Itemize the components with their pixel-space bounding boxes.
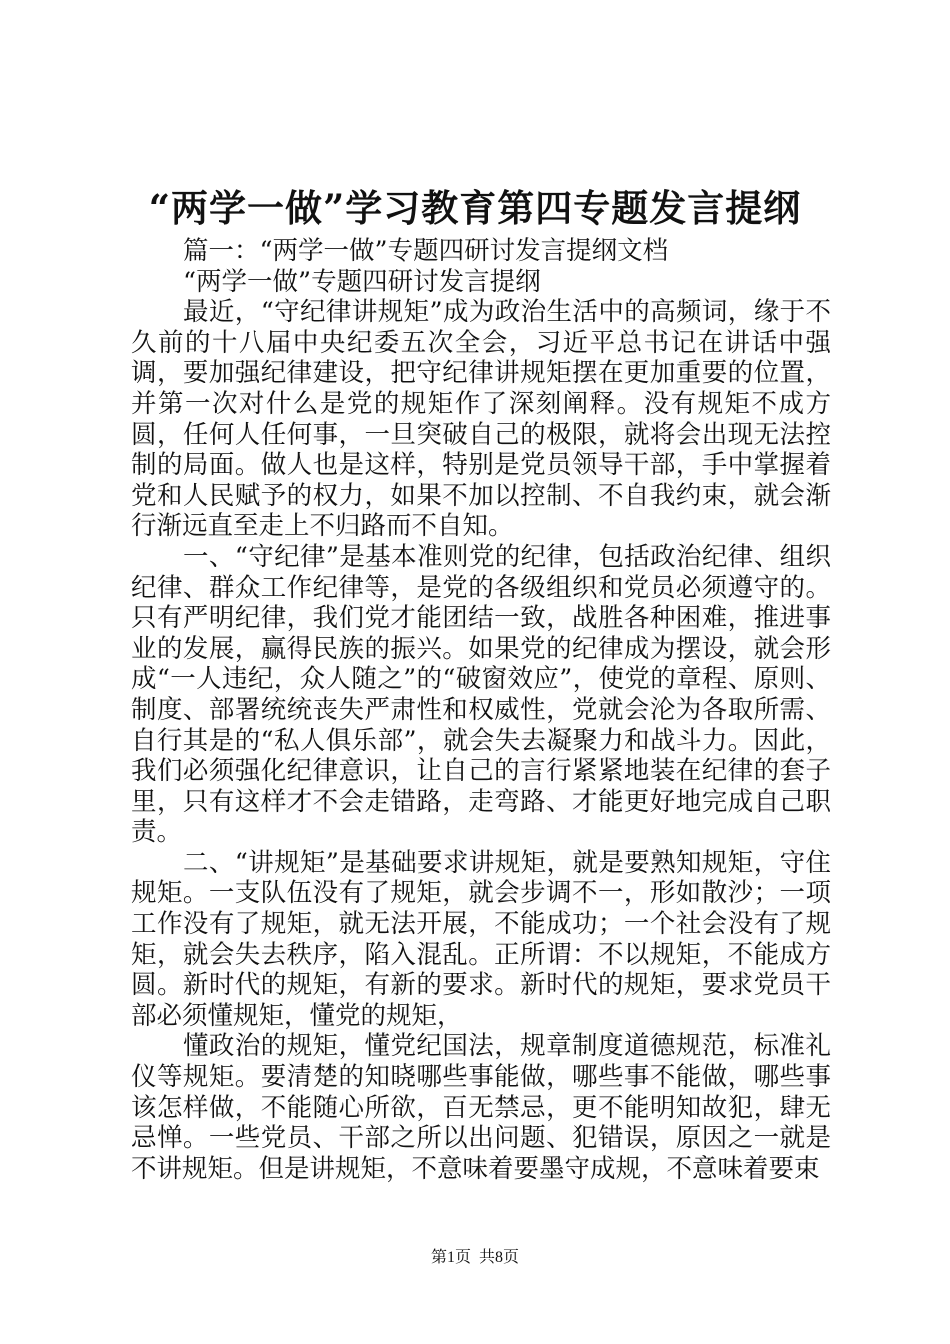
page-footer [0, 1244, 950, 1267]
document-body [131, 236, 831, 1184]
paragraph-intro: 最近，“守纪律讲规矩”成为政治生活中的高频词，缘于不久前的十八届中央纪委五次全会，习近平总书记在讲话中强调，要加强纪律建设，把守纪律讲规矩摆在更加重要的位置，并第一次对什么是党的规矩作了深刻阐释。没有规矩不成方圆，任何人任何事，一旦突破自己的极限，就将会出现无法控制的局面。做人也是这样，特别是党员领导干部，手中掌握着党和人民赋予的权力，如果不加以控制、不自我约束，就会渐行渐远直至走上不归路而不自知。 [131, 297, 831, 542]
paragraph-heading: “两学一做”专题四研讨发言提纲 [183, 266, 541, 297]
page-total: 共8页 [479, 1249, 520, 1266]
paragraph-section-two: 二、“讲规矩”是基础要求讲规矩，就是要熟知规矩，守住规矩。一支队伍没有了规矩，就会步调不一，形如散沙；一项工作没有了规矩，就无法开展，不能成功；一个社会没有了规矩，就会失去秩序，陷入混乱。正所谓：不以规矩，不能成方圆。新时代的规矩，有新的要求。新时代的规矩，要求党员干部必须懂规矩，懂党的规矩， [131, 847, 831, 1031]
document-title: “两学一做”学习教育第四专题发言提纲 [148, 186, 802, 230]
paragraph-subtitle: 篇一：“两学一做”专题四研讨发言提纲文档 [183, 236, 669, 266]
page-number: 第1页 [430, 1249, 471, 1266]
paragraph-section-one: 一、“守纪律”是基本准则党的纪律，包括政治纪律、组织纪律、群众工作纪律等，是党的各级组织和党员必须遵守的。只有严明纪律，我们党才能团结一致，战胜各种困难，推进事业的发展，赢得民族的振兴。如果党的纪律成为摆设，就会形成“一人违纪，众人随之”的“破窗效应”，使党的章程、原则、制度、部署统统丧失严肃性和权威性，党就会沦为各取所需、自行其是的“私人俱乐部”，就会失去凝聚力和战斗力。因此，我们必须强化纪律意识，让自己的言行紧紧地装在纪律的套子里，只有这样才不会走错路，走弯路、才能更好地完成自己职责。 [131, 541, 831, 848]
paragraph-continuation: 懂政治的规矩，懂党纪国法，规章制度道德规范，标准礼仪等规矩。要清楚的知晓哪些事能做，哪些事不能做，哪些事该怎样做，不能随心所欲，百无禁忌，更不能明知故犯，肆无忌惮。一些党员、干部之所以出问题、犯错误，原因之一就是不讲规矩。但是讲规矩，不意味着要墨守成规，不意味着要束 [131, 1031, 831, 1184]
